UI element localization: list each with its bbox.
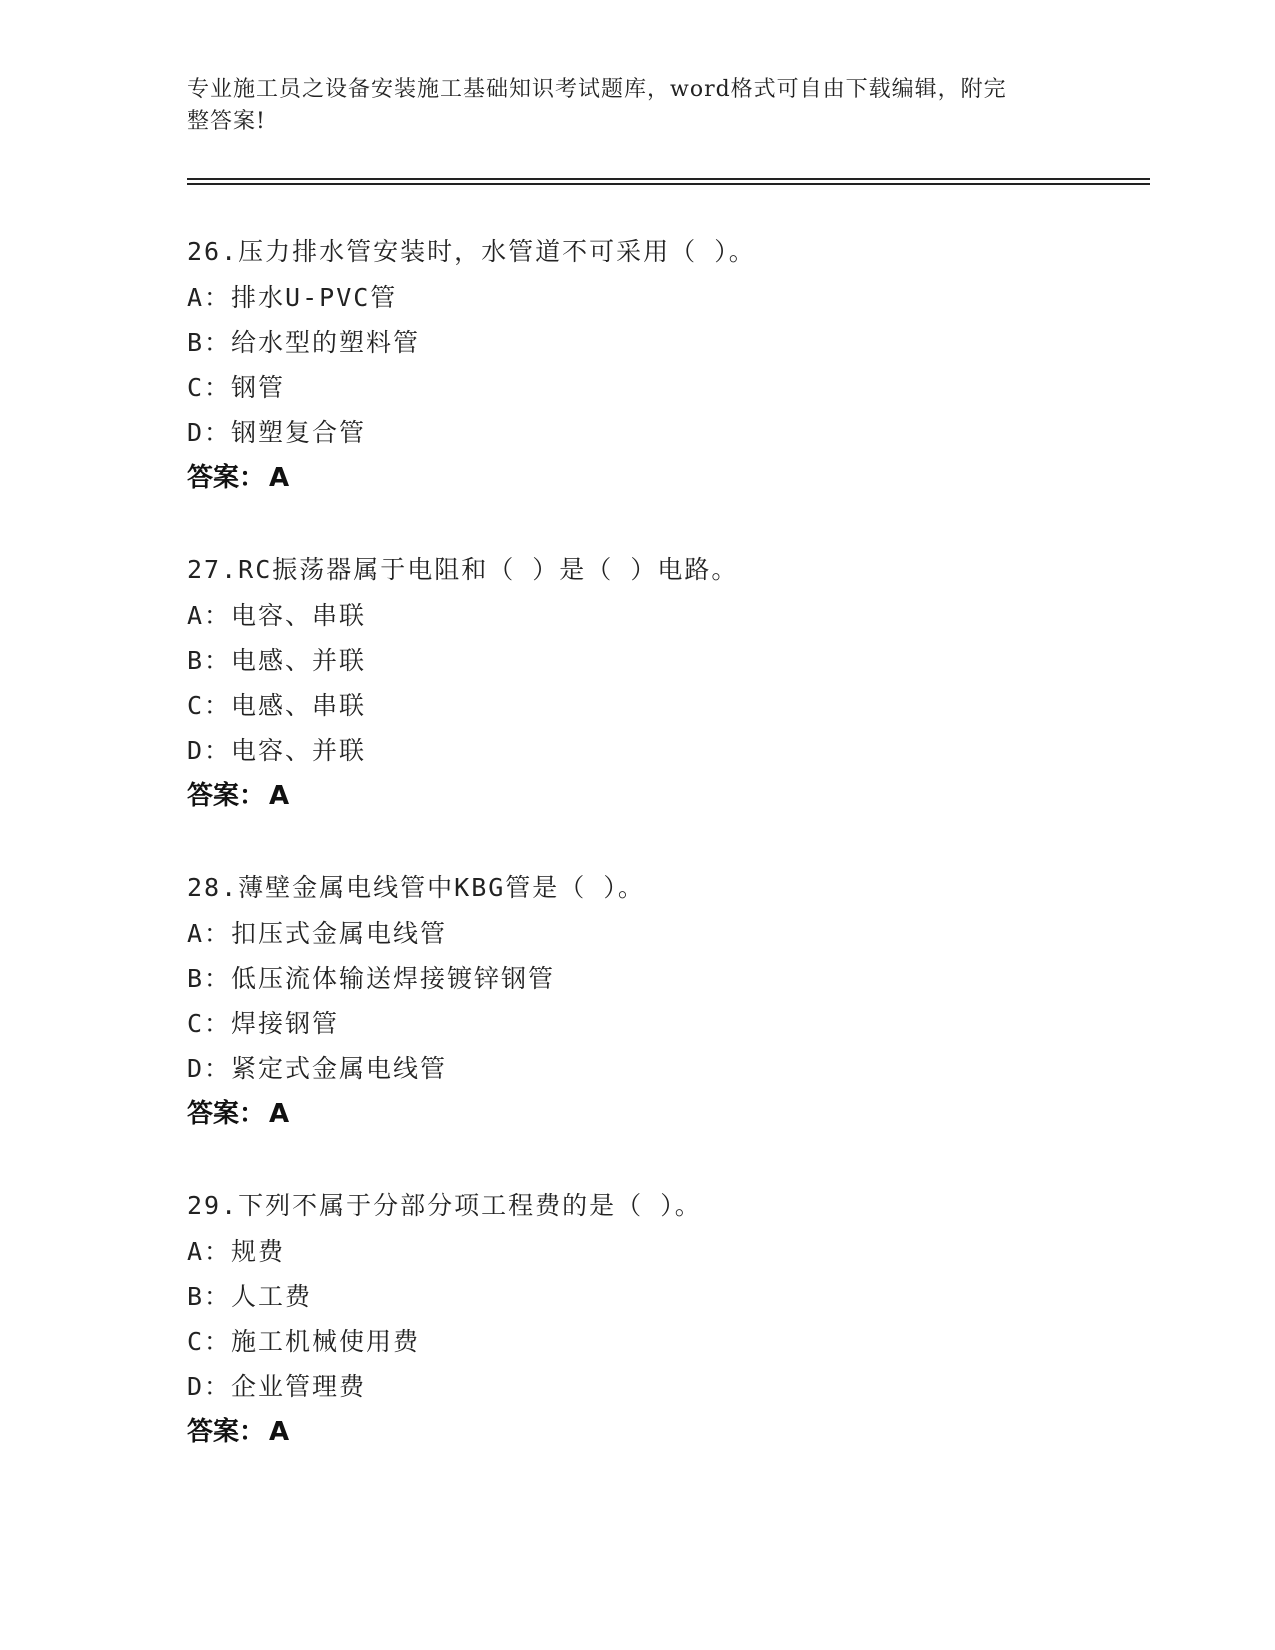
question-title: 26.压力排水管安装时，水管道不可采用（ ）。 xyxy=(187,237,756,266)
answer-line xyxy=(187,1409,1087,1455)
answer-label: 答案： xyxy=(187,463,266,493)
answer-line xyxy=(187,1091,1087,1137)
answer-label: 答案： xyxy=(187,1099,266,1129)
option-d: D：紧定式金属电线管 xyxy=(187,1054,448,1083)
option-d: D：钢塑复合管 xyxy=(187,418,367,447)
header-divider-top xyxy=(187,178,1150,180)
option-a: A：规费 xyxy=(187,1237,286,1266)
header-divider-bottom xyxy=(187,183,1150,185)
answer-label: 答案： xyxy=(187,1417,266,1447)
question-title: 27.RC振荡器属于电阻和（ ）是（ ）电路。 xyxy=(187,555,739,584)
option-b: B：给水型的塑料管 xyxy=(187,328,421,357)
answer-value: A xyxy=(269,1099,290,1129)
question-title: 28.薄壁金属电线管中KBG管是（ ）。 xyxy=(187,873,645,902)
answer-value: A xyxy=(269,463,290,493)
answer-label: 答案： xyxy=(187,781,266,811)
option-c: C：电感、串联 xyxy=(187,691,367,720)
question-title: 29.下列不属于分部分项工程费的是（ ）。 xyxy=(187,1191,702,1220)
option-b: B：电感、并联 xyxy=(187,646,367,675)
answer-line xyxy=(187,455,1087,501)
question-27 xyxy=(187,547,1087,819)
option-a: A：扣压式金属电线管 xyxy=(187,919,448,948)
option-c: C：焊接钢管 xyxy=(187,1009,340,1038)
question-26 xyxy=(187,229,1087,501)
option-d: D：企业管理费 xyxy=(187,1372,367,1401)
answer-line xyxy=(187,773,1087,819)
option-c: C：施工机械使用费 xyxy=(187,1327,421,1356)
question-29 xyxy=(187,1183,1087,1455)
option-b: B：低压流体输送焊接镀锌钢管 xyxy=(187,964,556,993)
answer-value: A xyxy=(269,1417,290,1447)
header-line-1: 专业施工员之设备安装施工基础知识考试题库，word格式可自由下载编辑，附完 xyxy=(187,77,1007,102)
option-d: D：电容、并联 xyxy=(187,736,367,765)
answer-value: A xyxy=(269,781,290,811)
question-28 xyxy=(187,865,1087,1137)
option-a: A：电容、串联 xyxy=(187,601,367,630)
header-line-2: 整答案! xyxy=(187,109,266,134)
option-c: C：钢管 xyxy=(187,373,286,402)
document-header xyxy=(187,74,1067,138)
option-a: A：排水U-PVC管 xyxy=(187,283,398,312)
option-b: B：人工费 xyxy=(187,1282,313,1311)
